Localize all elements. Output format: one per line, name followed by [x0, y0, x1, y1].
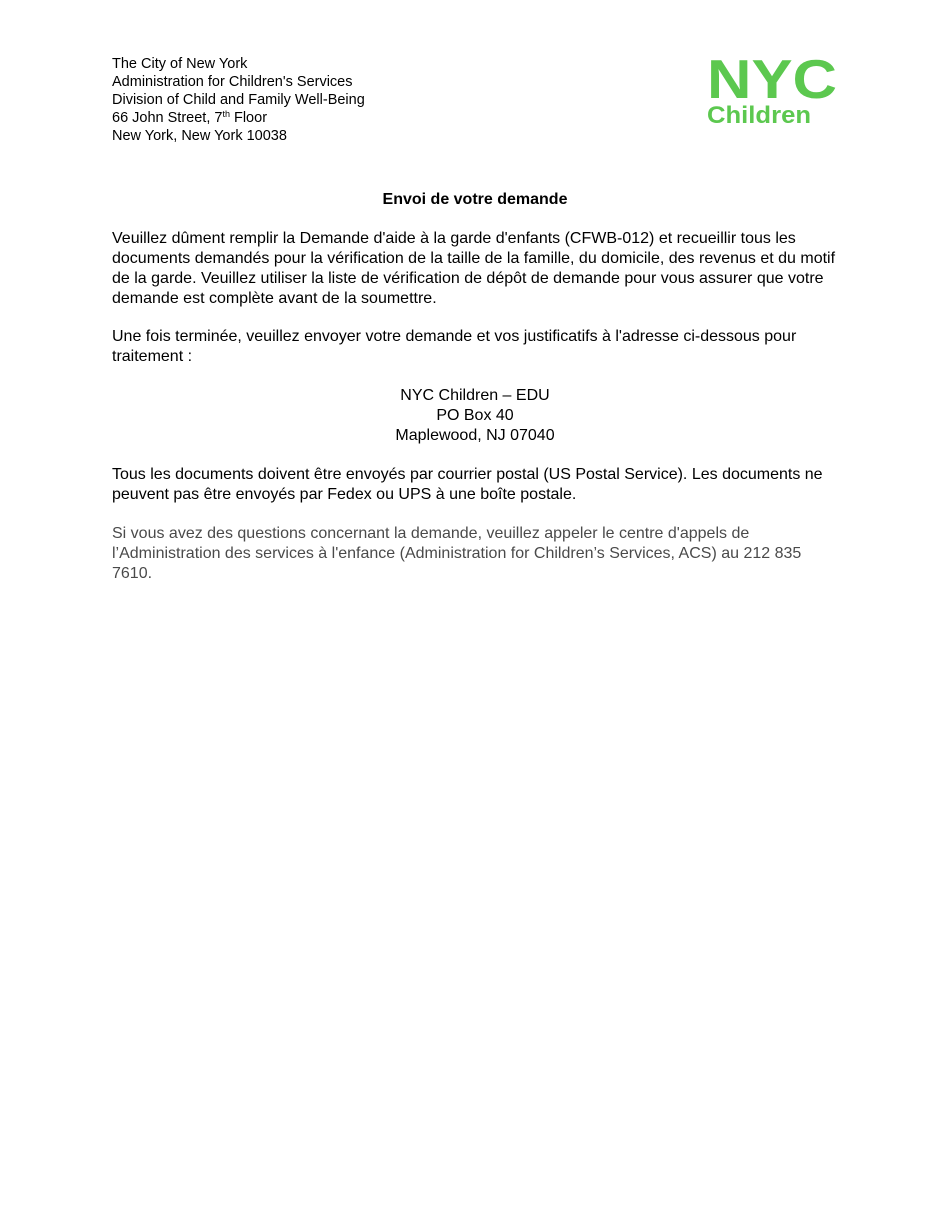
- mailing-address-city: Maplewood, NJ 07040: [395, 427, 555, 444]
- sender-street-superscript: th: [222, 109, 230, 119]
- sender-agency: Administration for Children's Services: [112, 74, 353, 90]
- logo-nyc-text: NYC: [707, 53, 837, 110]
- logo-children-text: Children: [707, 102, 811, 127]
- send-instructions-paragraph: Une fois terminée, veuillez envoyer votre demande et vos justificatifs à l'adresse ci-dessous pour traitement :: [112, 328, 797, 365]
- sender-street: [112, 109, 365, 127]
- mailing-address-block: [0, 386, 950, 446]
- sender-street-floor: Floor: [229, 110, 268, 126]
- sender-city: The City of New York: [112, 56, 248, 72]
- postal-requirements-paragraph: Tous les documents doivent être envoyés par courrier postal (US Postal Service). Les documents ne peuvent pas être envoyés par Fedex ou UPS à une boîte postale.: [112, 466, 823, 503]
- sender-address-block: [112, 55, 365, 145]
- instructions-paragraph: Veuillez dûment remplir la Demande d'aide à la garde d'enfants (CFWB-012) et recueillir tous les documents demandés pour la vérification de la taille de la famille, du domicile, des revenus et du motif de la garde. Veuillez utiliser la liste de vérification de dépôt de demande pour vous assurer que votre demande est complète avant de la soumettre.: [112, 230, 836, 307]
- sender-street-text: 66 John Street, 7: [112, 110, 223, 126]
- nyc-children-logo: [705, 53, 840, 127]
- sender-division: Division of Child and Family Well-Being: [112, 92, 365, 108]
- mailing-address-po-box: PO Box 40: [436, 407, 514, 424]
- sender-city-state-zip: New York, New York 10038: [112, 128, 287, 144]
- page-title: Envoi de votre demande: [382, 191, 568, 208]
- contact-paragraph: Si vous avez des questions concernant la demande, veuillez appeler le centre d'appels de l’Administration des services à l'enfance (Administration for Children’s Services, ACS) au 212 835 7610.: [112, 525, 802, 582]
- mailing-address-name: NYC Children – EDU: [400, 387, 550, 404]
